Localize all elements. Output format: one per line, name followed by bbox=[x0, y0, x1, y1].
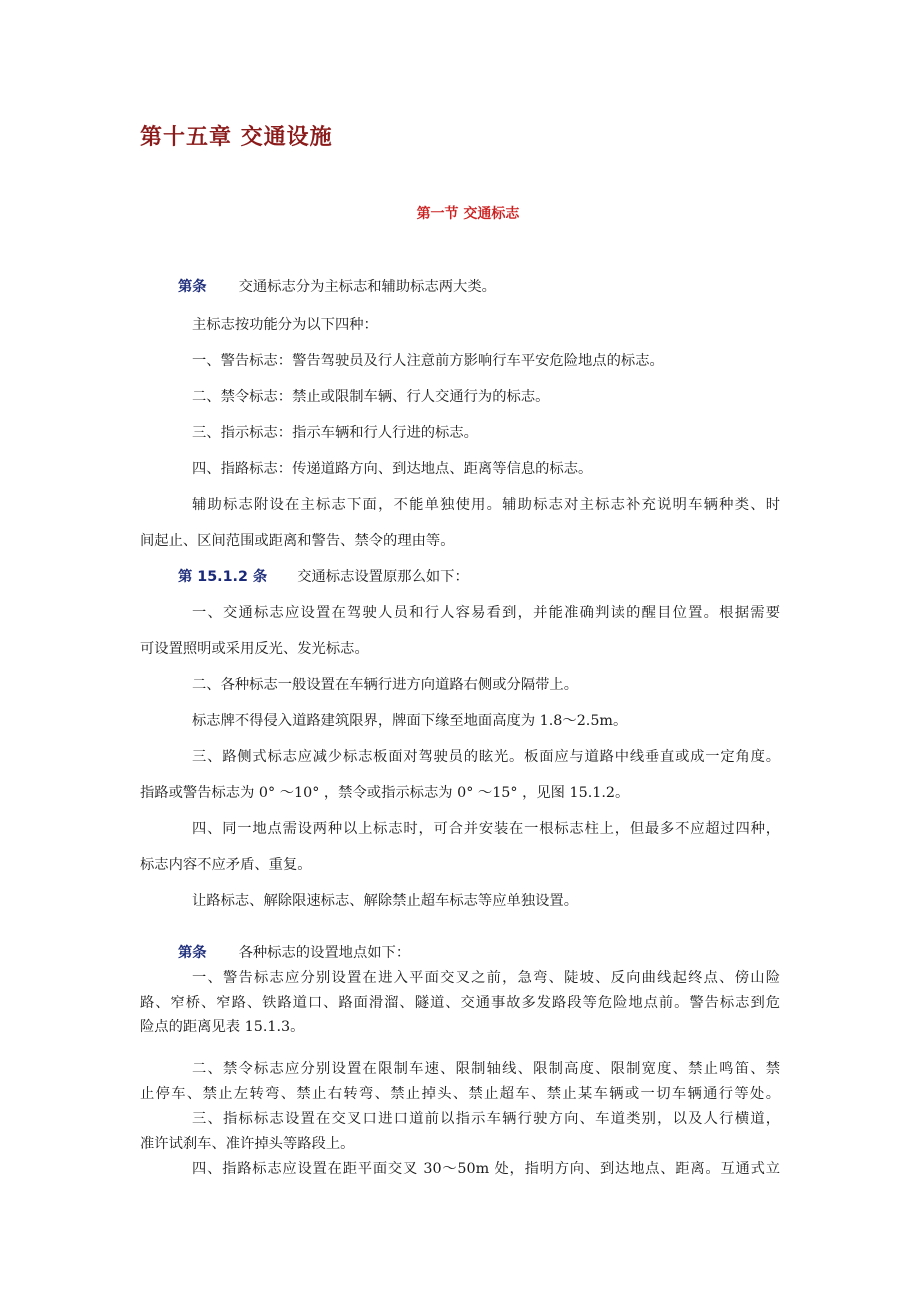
article-line bbox=[178, 567, 469, 587]
chapter-title: 第十五章 交通设施 bbox=[140, 124, 333, 150]
article-line bbox=[178, 277, 496, 297]
paragraph: 四、同一地点需设两种以上标志时，可合并安装在一根标志柱上，但最多不应超过四种， bbox=[192, 821, 780, 837]
paragraph: 二、禁令标志：禁止或限制车辆、行人交通行为的标志。 bbox=[192, 389, 550, 405]
paragraph: 让路标志、解除限速标志、解除禁止超车标志等应单独设置。 bbox=[192, 893, 579, 909]
article-label: 第条 bbox=[178, 945, 207, 961]
article-text: 交通标志设置原那么如下： bbox=[297, 569, 469, 585]
section-title: 第一节 交通标志 bbox=[416, 206, 520, 222]
article-text: 各种标志的设置地点如下： bbox=[238, 945, 411, 961]
paragraph: 四、指路标志应设置在距平面交叉 30～50m 处，指明方向、到达地点、距离。互通式立 bbox=[192, 1161, 780, 1177]
paragraph: 险点的距离见表 15.1.3。 bbox=[140, 1019, 305, 1035]
paragraph: 一、警告标志应分别设置在进入平面交叉之前，急弯、陡坡、反向曲线起终点、傍山险 bbox=[192, 970, 780, 986]
paragraph: 指路或警告标志为 0° ～10° ，禁令或指示标志为 0° ～15° ，见图 15.1.2。 bbox=[140, 785, 630, 801]
paragraph: 标志内容不应矛盾、重复。 bbox=[140, 857, 312, 873]
article-text: 交通标志分为主标志和辅助标志两大类。 bbox=[238, 279, 496, 295]
paragraph: 三、指标标志设置在交叉口进口道前以指示车辆行驶方向、车道类别，以及人行横道， bbox=[192, 1111, 780, 1127]
article-label: 第 15.1.2 条 bbox=[178, 569, 268, 585]
paragraph: 主标志按功能分为以下四种： bbox=[192, 317, 378, 333]
paragraph: 四、指路标志：传递道路方向、到达地点、距离等信息的标志。 bbox=[192, 461, 593, 477]
paragraph: 二、禁令标志应分别设置在限制车速、限制轴线、限制高度、限制宽度、禁止鸣笛、禁 bbox=[192, 1061, 780, 1077]
paragraph: 可设置照明或采用反光、发光标志。 bbox=[140, 641, 369, 657]
paragraph: 标志牌不得侵入道路建筑限界，牌面下缘至地面高度为 1.8～2.5m。 bbox=[192, 713, 628, 729]
article-label: 第条 bbox=[178, 279, 207, 295]
paragraph: 准许试刹车、准许掉头等路段上。 bbox=[140, 1136, 355, 1152]
paragraph: 止停车、禁止左转弯、禁止右转弯、禁止掉头、禁止超车、禁止某车辆或一切车辆通行等处。 bbox=[140, 1086, 780, 1102]
article-line bbox=[178, 943, 410, 963]
paragraph: 一、交通标志应设置在驾驶人员和行人容易看到，并能准确判读的醒目位置。根据需要 bbox=[192, 605, 780, 621]
paragraph: 间起止、区间范围或距离和警告、禁令的理由等。 bbox=[140, 533, 455, 549]
paragraph: 辅助标志附设在主标志下面，不能单独使用。辅助标志对主标志补充说明车辆种类、时 bbox=[192, 497, 780, 513]
paragraph: 三、路侧式标志应减少标志板面对驾驶员的眩光。板面应与道路中线垂直或成一定角度。 bbox=[192, 749, 780, 765]
paragraph: 三、指示标志：指示车辆和行人行进的标志。 bbox=[192, 425, 478, 441]
paragraph: 二、各种标志一般设置在车辆行进方向道路右侧或分隔带上。 bbox=[192, 677, 579, 693]
paragraph: 路、窄桥、窄路、铁路道口、路面滑溜、隧道、交通事故多发路段等危险地点前。警告标志到危 bbox=[140, 995, 780, 1011]
paragraph: 一、警告标志：警告驾驶员及行人注意前方影响行车平安危险地点的标志。 bbox=[192, 353, 664, 369]
